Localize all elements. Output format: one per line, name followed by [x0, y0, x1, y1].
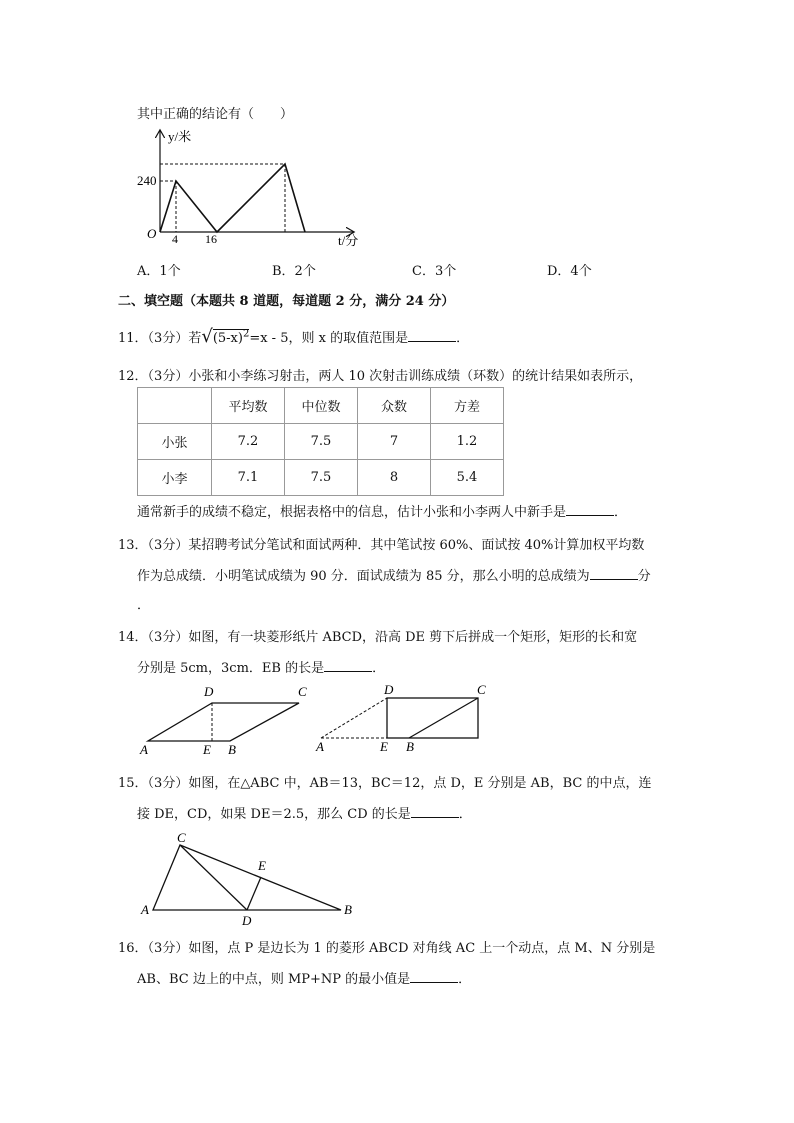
q13-answer-blank[interactable]	[590, 567, 638, 580]
q11-exponent: 2	[242, 328, 250, 340]
triangle-abc	[153, 845, 341, 910]
label-d: D	[204, 684, 214, 699]
q13-line1: 13．（3分）某招聘考试分笔试和面试两种．其中笔试按 60%、面试按 40%计算加权平均数	[118, 538, 645, 553]
y-tick-240: 240	[137, 173, 157, 188]
label-a: A	[316, 739, 324, 754]
diagonal-bc	[409, 698, 478, 738]
q11-answer-blank[interactable]	[408, 329, 456, 342]
q12-answer-blank[interactable]	[566, 503, 614, 516]
label-e: E	[380, 739, 388, 754]
q16-line2: AB、BC 边上的中点，则 MP+NP 的最小值是 ．	[137, 972, 472, 987]
q16-line1: 16．（3分）如图，点 P 是边长为 1 的菱形 ABCD 对角线 AC 上一个动点，点 M、N 分别是	[118, 941, 656, 956]
q12-stem: 12．（3分）小张和小李练习射击，两人 10 次射击训练成绩（环数）的统计结果如表所示，	[118, 369, 643, 384]
table-cell: 7.5	[285, 460, 358, 496]
label-b: B	[228, 742, 236, 757]
header-cell: 中位数	[285, 388, 358, 424]
rectangle	[387, 698, 478, 738]
q10-option-c: C．3个	[412, 264, 457, 279]
rhombus-abcd	[148, 703, 299, 741]
table-cell: 小张	[138, 424, 212, 460]
q14-line1: 14．（3分）如图，有一块菱形纸片 ABCD，沿高 DE 剪下后拼成一个矩形，矩形的长和宽	[118, 630, 638, 645]
table-row	[138, 424, 504, 460]
label-b: B	[406, 739, 414, 754]
label-b: B	[344, 902, 352, 917]
table-cell: 7.1	[212, 460, 285, 496]
sqrt-sign: √	[201, 326, 213, 347]
q11-suffix: =x - 5，则 x 的取值范围是	[249, 331, 409, 346]
label-e: E	[203, 742, 211, 757]
q16-answer-blank[interactable]	[410, 970, 458, 983]
q14-line2: 分别是 5cm，3cm．EB 的长是 ．	[137, 661, 386, 676]
q11-prefix: 11．（3分）若	[118, 331, 202, 346]
q13-line2: 作为总成绩．小明笔试成绩为 90 分．面试成绩为 85 分，那么小明的总成绩为 分	[137, 569, 651, 584]
q14-answer-blank[interactable]	[324, 659, 372, 672]
table-cell: 5.4	[431, 460, 504, 496]
q10-option-b: B．2个	[272, 264, 316, 279]
x-tick-16: 16	[205, 232, 217, 246]
label-d: D	[384, 682, 394, 697]
q14-rectangle-figure	[312, 680, 492, 760]
header-cell: 众数	[358, 388, 431, 424]
q12-stats-table	[137, 387, 504, 496]
table-header-row	[138, 388, 504, 424]
table-row	[138, 460, 504, 496]
label-c: C	[477, 682, 486, 697]
q15-line2: 接 DE，CD，如果 DE＝2.5，那么 CD 的长是 ．	[137, 807, 472, 822]
q10-stem: 其中正确的结论有（ ）	[137, 107, 294, 122]
q15-triangle-figure	[135, 830, 365, 930]
label-a: A	[140, 742, 148, 757]
origin-label: O	[147, 226, 157, 241]
x-tick-4: 4	[172, 232, 178, 246]
label-c: C	[177, 830, 186, 845]
segment-cd	[180, 845, 247, 910]
table-cell: 7.2	[212, 424, 285, 460]
header-cell: 平均数	[212, 388, 285, 424]
dashed-ad	[321, 698, 387, 738]
label-c: C	[298, 684, 307, 699]
q10-option-d: D．4个	[547, 264, 592, 279]
graph-line	[160, 164, 305, 232]
q10-option-a: A．1个	[137, 264, 181, 279]
label-a: A	[141, 902, 149, 917]
header-cell	[138, 388, 212, 424]
table-cell: 小李	[138, 460, 212, 496]
table-cell: 1.2	[431, 424, 504, 460]
q14-rhombus-figure	[135, 680, 325, 760]
q11-radicand: $(5-x)^2$	[212, 328, 250, 346]
q12-after: 通常新手的成绩不稳定，根据表格中的信息，估计小张和小李两人中新手是 ．	[137, 505, 628, 520]
label-e: E	[258, 858, 266, 873]
q13-line3: ．	[137, 598, 151, 613]
table-cell: 7	[358, 424, 431, 460]
table-cell: 7.5	[285, 424, 358, 460]
q11: 11．（3分）若$√(5-x)^2=x - 5$，则 x 的取值范围是 ．	[118, 326, 470, 347]
segment-de	[247, 877, 261, 910]
header-cell: 方差	[431, 388, 504, 424]
y-axis-label: y/米	[168, 129, 192, 144]
table-cell: 8	[358, 460, 431, 496]
q10-distance-time-graph	[135, 125, 375, 250]
label-d: D	[242, 913, 252, 928]
q15-answer-blank[interactable]	[411, 805, 459, 818]
section2-heading: 二、填空题（本题共 8 道题，每道题 2 分，满分 24 分）	[118, 294, 455, 309]
x-axis-label: t/分	[338, 233, 359, 248]
q15-line1: 15．（3分）如图，在△ABC 中，AB＝13，BC＝12，点 D，E 分别是 AB，BC 的中点，连	[118, 776, 652, 791]
